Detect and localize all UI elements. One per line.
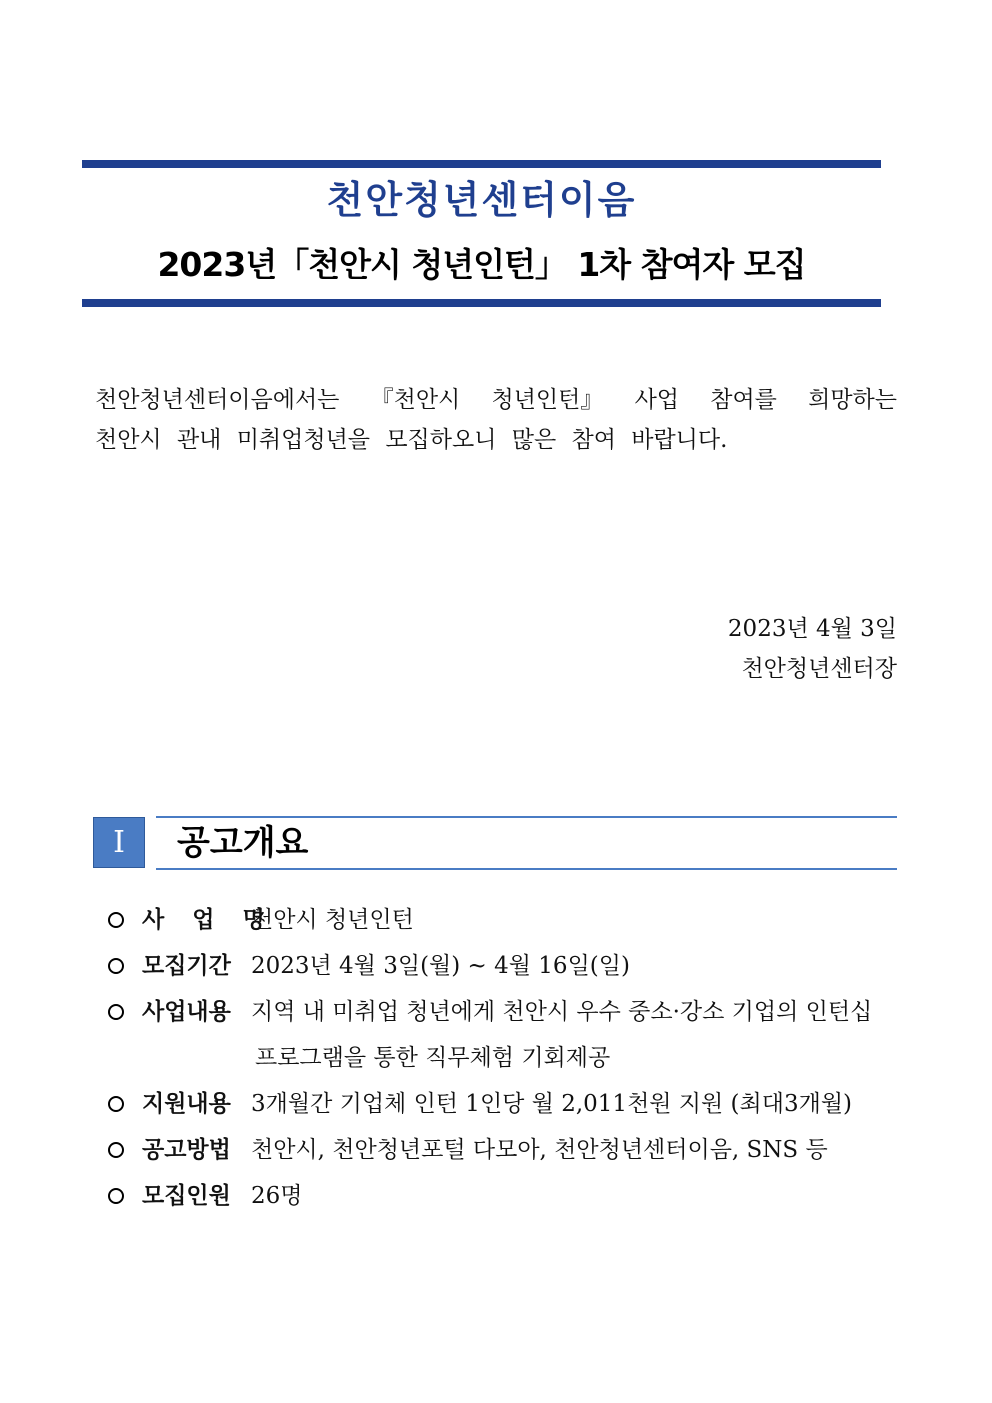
item-value-text: 천안시, 천안청년포털 다모아, 천안청년센터이음, SNS 등 [251, 1137, 828, 1163]
intro-word: 사업 [634, 387, 680, 413]
org-title: 천안청년센터이음 [326, 178, 637, 222]
item-label: 모집기간 [142, 952, 231, 979]
item-value [251, 1173, 303, 1219]
signature-block [728, 609, 897, 689]
item-value [251, 1081, 852, 1127]
item-value [251, 897, 414, 943]
intro-word: 청년인턴』 [491, 387, 604, 413]
circle-bullet-icon [108, 958, 124, 974]
item-value-text: 지역 내 미취업 청년에게 천안시 우수 중소·강소 기업의 인턴십 [251, 999, 873, 1025]
intro-word: 희망하는 [808, 387, 897, 413]
item-value-text: 2023년 4월 3일(월) ~ 4월 16일(일) [251, 953, 630, 979]
header-top-rule [82, 160, 881, 168]
header-bottom-rule [82, 299, 881, 307]
list-item [104, 943, 904, 989]
item-value-continuation: 프로그램을 통한 직무체험 기회제공 [255, 1045, 611, 1071]
list-item [104, 1127, 904, 1173]
section-title: 공고개요 [177, 823, 309, 863]
intro-line-1 [95, 380, 897, 420]
item-value-text: 3개월간 기업체 인턴 1인당 월 2,011천원 지원 (최대3개월) [251, 1091, 853, 1117]
announcement-date: 2023년 4월 3일 [727, 616, 897, 642]
list-item [104, 1173, 904, 1219]
intro-paragraph [95, 380, 897, 460]
circle-bullet-icon [108, 1142, 124, 1158]
circle-bullet-icon [108, 1004, 124, 1020]
item-label: 사업내용 [142, 998, 231, 1025]
item-value-text: 26명 [251, 1183, 303, 1209]
intro-word: 『천안시 [370, 387, 461, 413]
list-item [104, 897, 904, 943]
item-value-text: 천안시 청년인턴 [251, 907, 414, 933]
list-item [104, 1081, 904, 1127]
item-label: 모집인원 [142, 1182, 231, 1209]
section-header [93, 816, 897, 870]
circle-bullet-icon [108, 912, 124, 928]
intro-line-2: 천안시 관내 미취업청년을 모집하오니 많은 참여 바랍니다. [95, 427, 728, 453]
intro-word: 천안청년센터이음에서는 [95, 387, 340, 413]
item-label: 공고방법 [142, 1136, 231, 1163]
overview-list [104, 897, 904, 1219]
issuer-name: 천안청년센터장 [741, 656, 897, 682]
item-value [251, 943, 630, 989]
list-item [104, 989, 904, 1081]
section-number-badge: Ⅰ [93, 817, 145, 868]
item-value [251, 989, 872, 1081]
circle-bullet-icon [108, 1188, 124, 1204]
item-value [251, 1127, 828, 1173]
item-label: 지원내용 [142, 1090, 231, 1117]
page-title: 2023년「천안시 청년인턴」 1차 참여자 모집 [157, 245, 806, 284]
circle-bullet-icon [108, 1096, 124, 1112]
item-label: 사 업 명 [142, 906, 275, 933]
intro-word: 참여를 [710, 387, 777, 413]
